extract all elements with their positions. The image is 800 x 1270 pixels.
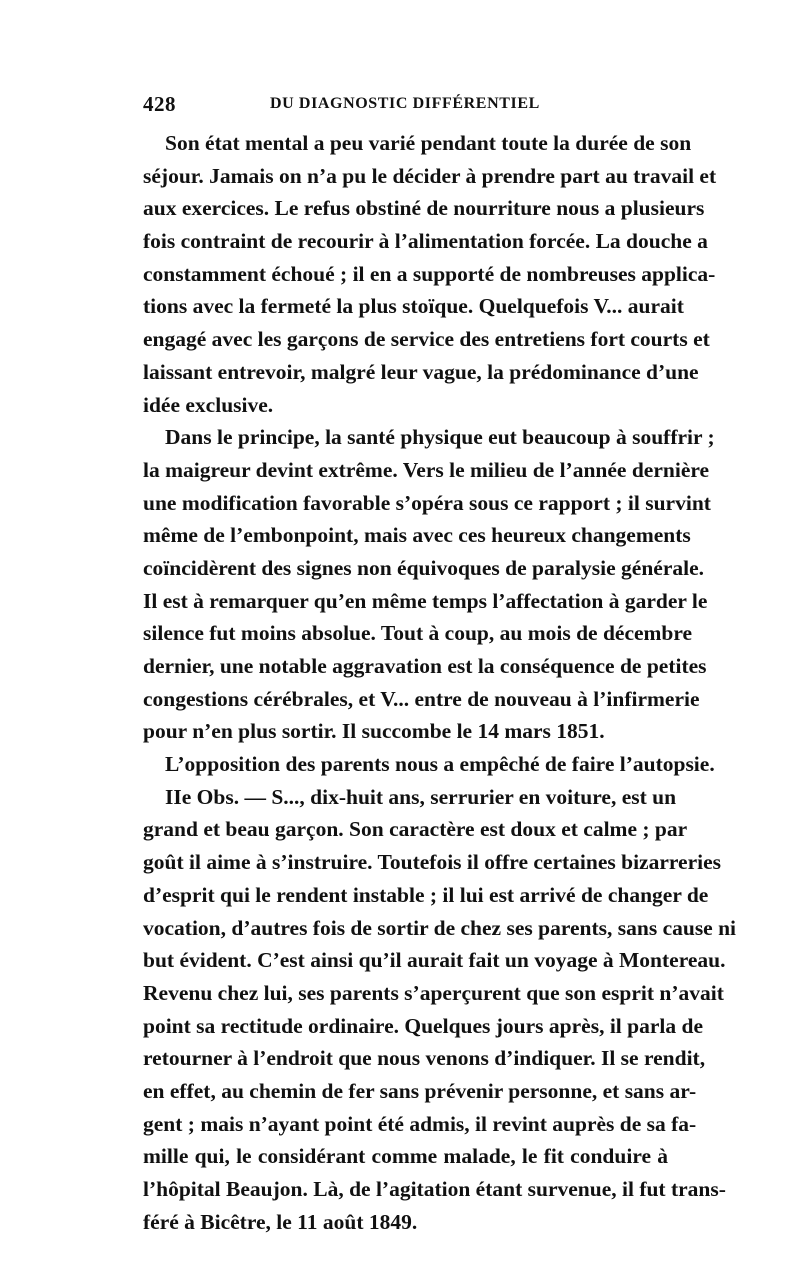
page-number: 428 xyxy=(143,92,176,116)
text-line: retourner à l’endroit que nous venons d’indiquer. Il se rendit, xyxy=(143,1046,706,1071)
text-line: grand et beau garçon. Son caractère est doux et calme ; par xyxy=(143,817,688,842)
text-line: Son état mental a peu varié pendant toute la durée de son xyxy=(165,131,692,155)
text-line: aux exercices. Le refus obstiné de nourriture nous a plusieurs xyxy=(143,196,705,221)
page-header xyxy=(143,92,668,116)
text-line: l’hôpital Beaujon. Là, de l’agitation étant survenue, il fut trans- xyxy=(143,1177,726,1201)
text-line: gent ; mais n’ayant point été admis, il revint auprès de sa fa- xyxy=(143,1111,697,1136)
text-line: même de l’embonpoint, mais avec ces heureux changements xyxy=(143,523,691,548)
text-line: d’esprit qui le rendent instable ; il lui est arrivé de changer de xyxy=(143,882,709,907)
text-line: silence fut moins absolue. Tout à coup, au mois de décembre xyxy=(143,621,693,646)
body-text xyxy=(143,127,737,1238)
text-line: goût il aime à s’instruire. Toutefois il offre certaines bizarreries xyxy=(143,850,722,875)
text-line: idée exclusive. xyxy=(143,392,274,417)
text-line: en effet, au chemin de fer sans prévenir personne, et sans ar- xyxy=(143,1078,697,1103)
text-line: une modification favorable s’opéra sous ce rapport ; il survint xyxy=(143,490,711,515)
text-line: L’opposition des parents nous a empêché de faire l’autopsie. xyxy=(165,752,715,777)
text-line: Il est à remarquer qu’en même temps l’affectation à garder le xyxy=(143,588,708,613)
text-line: but évident. C’est ainsi qu’il aurait fait un voyage à Montereau. xyxy=(143,948,726,973)
text-line: dernier, une notable aggravation est la conséquence de petites xyxy=(143,654,707,678)
running-head: DU DIAGNOSTIC DIFFÉRENTIEL xyxy=(270,95,540,112)
text-line: engagé avec les garçons de service des entretiens fort courts et xyxy=(143,327,710,352)
text-line: féré à Bicêtre, le 11 août 1849. xyxy=(143,1209,418,1234)
text-line: Dans le principe, la santé physique eut beaucoup à souffrir ; xyxy=(165,425,715,450)
text-line: coïncidèrent des signes non équivoques de paralysie générale. xyxy=(143,555,705,580)
text-line: pour n’en plus sortir. Il succombe le 14 mars 1851. xyxy=(143,719,605,744)
text-line: constamment échoué ; il en a supporté de nombreuses applica- xyxy=(143,261,716,286)
text-line: la maigreur devint extrême. Vers le milieu de l’année dernière xyxy=(143,457,710,482)
text-line: laissant entrevoir, malgré leur vague, la prédominance d’une xyxy=(143,359,699,384)
text-line: séjour. Jamais on n’a pu le décider à prendre part au travail et xyxy=(143,163,717,188)
text-line: IIe Obs. — S..., dix-huit ans, serrurier en voiture, est un xyxy=(165,784,677,809)
text-line: Revenu chez lui, ses parents s’aperçurent que son esprit n’avait xyxy=(143,980,724,1005)
text-line: fois contraint de recourir à l’alimentation forcée. La douche a xyxy=(143,229,708,254)
text-line: mille qui, le considérant comme malade, le fit conduire à xyxy=(143,1144,668,1169)
text-line: tions avec la fermeté la plus stoïque. Quelquefois V... aurait xyxy=(143,294,684,319)
text-line: point sa rectitude ordinaire. Quelques jours après, il parla de xyxy=(143,1013,704,1038)
text-line: congestions cérébrales, et V... entre de nouveau à l’infirmerie xyxy=(143,686,700,711)
text-line: vocation, d’autres fois de sortir de chez ses parents, sans cause ni xyxy=(143,915,737,940)
